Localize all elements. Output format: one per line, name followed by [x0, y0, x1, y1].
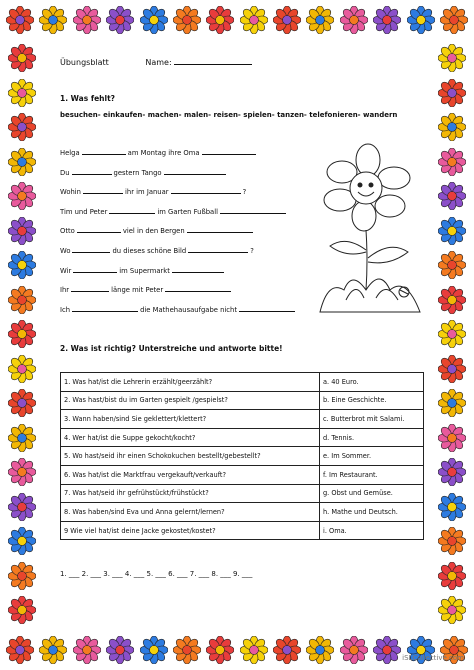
flower-icon	[8, 562, 36, 590]
flower-icon	[438, 355, 466, 383]
flower-icon	[8, 113, 36, 141]
sentence-middle: du dieses schöne Bild	[112, 246, 187, 255]
question-cell[interactable]: 6. Was hat/ist die Marktfrau vergekauft/verkauft?	[61, 465, 320, 484]
sentence-end: ?	[250, 246, 254, 255]
sentence-line	[60, 183, 360, 203]
flower-icon	[106, 6, 134, 34]
flower-icon	[438, 320, 466, 348]
participle-blank[interactable]	[239, 302, 295, 312]
question-cell[interactable]: 7. Was hat/seid ihr gefrühstückt/frühstückt?	[61, 484, 320, 503]
verb-blank[interactable]	[83, 184, 123, 194]
answer-cell: f. Im Restaurant.	[320, 465, 424, 484]
table-row	[61, 428, 424, 447]
sentence-line	[60, 262, 360, 282]
participle-blank[interactable]	[188, 243, 248, 253]
flower-icon	[440, 6, 468, 34]
table-row	[61, 391, 424, 410]
verb-blank[interactable]	[72, 165, 112, 175]
sentence-start: Wo	[60, 246, 71, 255]
table-row	[61, 465, 424, 484]
flower-icon	[8, 389, 36, 417]
flower-icon	[438, 251, 466, 279]
worksheet-title: Übungsblatt	[60, 58, 109, 67]
flower-icon	[438, 44, 466, 72]
flower-icon	[6, 636, 34, 664]
sentence-start: Tim und Peter	[60, 207, 108, 216]
flower-icon	[8, 44, 36, 72]
flower-icon	[438, 182, 466, 210]
flower-illustration	[316, 140, 426, 320]
verb-blank[interactable]	[71, 282, 109, 292]
flower-icon	[306, 636, 334, 664]
question-cell[interactable]: 3. Wann haben/sind Sie geklettert/klettert?	[61, 410, 320, 429]
question-cell[interactable]: 9 Wie viel hat/ist deine Jacke gekostet/kostet?	[61, 521, 320, 540]
table-row	[61, 503, 424, 522]
sentence-middle: gestern Tango	[113, 168, 162, 177]
flower-icon	[340, 6, 368, 34]
sentence-start: Helga	[60, 149, 80, 157]
name-field[interactable]	[174, 64, 252, 65]
flower-icon	[140, 6, 168, 34]
worksheet-header	[60, 58, 252, 67]
fill-in-sentences	[60, 144, 360, 320]
sentence-middle: viel in den Bergen	[122, 227, 185, 236]
flower-icon	[8, 458, 36, 486]
flower-icon	[240, 6, 268, 34]
flower-icon	[240, 636, 268, 664]
flower-icon	[438, 458, 466, 486]
flower-icon	[8, 424, 36, 452]
flower-icon	[73, 636, 101, 664]
answer-cell: a. 40 Euro.	[320, 373, 424, 392]
answer-cell: b. Eine Geschichte.	[320, 391, 424, 410]
flower-icon	[273, 636, 301, 664]
participle-blank[interactable]	[202, 145, 256, 155]
sentence-middle: am Montag ihre Oma	[127, 149, 200, 157]
flower-icon	[306, 6, 334, 34]
flower-icon	[407, 6, 435, 34]
verb-blank[interactable]	[82, 145, 126, 155]
flower-border-bottom	[0, 630, 474, 670]
name-label: Name:	[145, 58, 172, 67]
participle-blank[interactable]	[171, 184, 241, 194]
flower-icon	[8, 251, 36, 279]
verb-blank[interactable]	[73, 263, 117, 273]
flower-icon	[6, 6, 34, 34]
flower-icon	[173, 636, 201, 664]
flower-icon	[8, 79, 36, 107]
flower-icon	[438, 389, 466, 417]
section2-title: 2. Was ist richtig? Unterstreiche und antworte bitte!	[60, 344, 283, 353]
flower-border-right	[432, 40, 472, 628]
flower-icon	[106, 636, 134, 664]
answer-cell: i. Oma.	[320, 521, 424, 540]
flower-icon	[173, 6, 201, 34]
verb-blank[interactable]	[72, 302, 138, 312]
sentence-line	[60, 164, 360, 184]
worksheet	[48, 44, 426, 622]
flower-icon	[438, 113, 466, 141]
question-cell[interactable]: 8. Was haben/sind Eva und Anna gelernt/lernen?	[61, 503, 320, 522]
flower-icon	[8, 493, 36, 521]
flower-icon	[273, 6, 301, 34]
watermark: iSLCollective.com	[402, 654, 464, 662]
sentence-start: Du	[60, 168, 70, 177]
flower-border-left	[2, 40, 42, 628]
flower-icon	[8, 182, 36, 210]
flower-icon	[8, 527, 36, 555]
flower-icon	[438, 562, 466, 590]
flower-icon	[438, 79, 466, 107]
table-row	[61, 373, 424, 392]
question-cell[interactable]: 4. Wer hat/ist die Suppe gekocht/kocht?	[61, 428, 320, 447]
sentence-middle: die Mathehausaufgabe nicht	[140, 305, 238, 314]
flower-icon	[39, 636, 67, 664]
answer-cell: e. Im Sommer.	[320, 447, 424, 466]
flower-icon	[8, 596, 36, 624]
flower-icon	[373, 6, 401, 34]
flower-border-top	[0, 0, 474, 40]
sentence-line	[60, 281, 360, 301]
question-cell[interactable]: 5. Wo hast/seid ihr einen Schokokuchen bestellt/gebestellt?	[61, 447, 320, 466]
flower-icon	[8, 320, 36, 348]
sentence-line	[60, 242, 360, 262]
sentence-line	[60, 203, 360, 223]
sentence-middle: im Garten Fußball	[157, 207, 218, 216]
answer-cell: g. Obst und Gemüse.	[320, 484, 424, 503]
flower-icon	[438, 286, 466, 314]
sentence-middle: im Supermarkt	[119, 266, 170, 275]
sentence-start: Ihr	[60, 286, 70, 295]
sentence-middle: länge mit Peter	[111, 286, 164, 295]
verb-blank[interactable]	[109, 204, 155, 214]
flower-icon	[438, 596, 466, 624]
flower-icon	[8, 217, 36, 245]
sentence-line	[60, 222, 360, 242]
flower-icon	[206, 636, 234, 664]
flower-icon	[206, 6, 234, 34]
participle-blank[interactable]	[220, 204, 286, 214]
table-row	[61, 447, 424, 466]
flower-icon	[438, 148, 466, 176]
participle-blank[interactable]	[165, 282, 231, 292]
table-row	[61, 410, 424, 429]
sentence-start: Wir	[60, 266, 72, 275]
answer-cell: c. Butterbrot mit Salami.	[320, 410, 424, 429]
flower-icon	[8, 148, 36, 176]
answer-blanks[interactable]: 1. ___ 2. ___ 3. ___ 4. ___ 5. ___ 6. ___ 7. ___ 8. ___ 9. ___	[60, 570, 253, 578]
sentence-middle: ihr im Januar	[125, 188, 169, 197]
question-table	[60, 372, 424, 540]
verb-blank[interactable]	[72, 243, 110, 253]
flower-icon	[8, 355, 36, 383]
participle-blank[interactable]	[172, 263, 224, 273]
flower-icon	[438, 493, 466, 521]
answer-cell: h. Mathe und Deutsch.	[320, 503, 424, 522]
sentence-start: Ich	[60, 305, 71, 314]
sentence-start: Otto	[60, 227, 75, 236]
flower-icon	[73, 6, 101, 34]
flower-icon	[140, 636, 168, 664]
table-row	[61, 484, 424, 503]
answer-cell: d. Tennis.	[320, 428, 424, 447]
flower-icon	[438, 424, 466, 452]
flower-icon	[8, 286, 36, 314]
participle-blank[interactable]	[164, 165, 226, 175]
participle-blank[interactable]	[187, 223, 253, 233]
table-row	[61, 521, 424, 540]
verb-list: besuchen- einkaufen- machen- malen- reisen- spielen- tanzen- telefonieren- wandern	[60, 111, 398, 119]
sentence-start: Wohin	[60, 188, 81, 197]
section1-title: 1. Was fehlt?	[60, 94, 116, 103]
flower-icon	[438, 217, 466, 245]
verb-blank[interactable]	[77, 223, 121, 233]
sentence-line	[60, 144, 360, 164]
sentence-end: ?	[242, 188, 247, 197]
flower-icon	[340, 636, 368, 664]
flower-icon	[39, 6, 67, 34]
sentence-line	[60, 301, 360, 321]
flower-icon	[373, 636, 401, 664]
question-cell[interactable]: 2. Was hast/bist du im Garten gespielt /gespielst?	[61, 391, 320, 410]
question-cell[interactable]: 1. Was hat/ist die Lehrerin erzählt/geerzählt?	[61, 373, 320, 392]
flower-icon	[438, 527, 466, 555]
